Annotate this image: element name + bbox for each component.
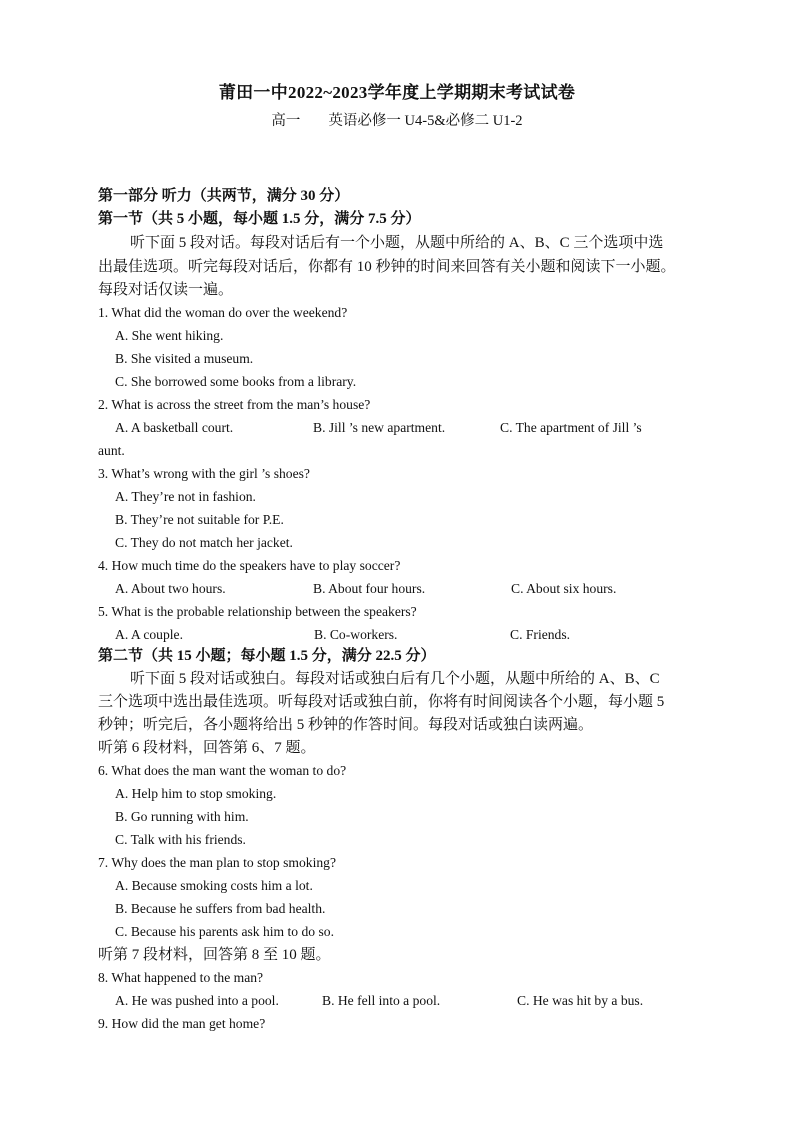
q8-option-b: B. He fell into a pool. xyxy=(322,993,441,1008)
question-9: 9. How did the man get home? xyxy=(98,1016,266,1031)
question-1: 1. What did the woman do over the weekend? xyxy=(98,305,348,320)
q4-option-a: A. About two hours. xyxy=(115,581,226,596)
q1-option-a: A. She went hiking. xyxy=(115,328,224,343)
part1-heading: 第一部分 听力（共两节，满分 30 分） xyxy=(98,188,350,204)
section1-heading: 第一节（共 5 小题，每小题 1.5 分，满分 7.5 分） xyxy=(98,211,421,227)
section1-instruction-2: 出最佳选项。听完每段对话后，你都有 10 秒钟的时间来回答有关小题和阅读下一小题。 xyxy=(98,259,676,275)
question-6: 6. What does the man want the woman to do? xyxy=(98,763,347,778)
grade-label: 高一 xyxy=(271,113,301,129)
q7-option-a: A. Because smoking costs him a lot. xyxy=(115,878,313,893)
q5-option-c: C. Friends. xyxy=(510,627,571,642)
q3-option-c: C. They do not match her jacket. xyxy=(115,535,293,550)
q5-option-b: B. Co-workers. xyxy=(314,627,398,642)
q4-option-c: C. About six hours. xyxy=(511,581,617,596)
q8-option-a: A. He was pushed into a pool. xyxy=(115,993,279,1008)
subject-label: 英语必修一 U4-5&必修二 U1-2 xyxy=(328,113,523,129)
q6-option-c: C. Talk with his friends. xyxy=(115,832,246,847)
exam-title: 莆田一中2022~2023学年度上学期期末考试试卷 xyxy=(218,83,576,102)
q2-option-c: C. The apartment of Jill ’s xyxy=(500,420,642,435)
question-8: 8. What happened to the man? xyxy=(98,970,264,985)
q2-option-b: B. Jill ’s new apartment. xyxy=(313,420,446,435)
section1-instruction-3: 每段对话仅读一遍。 xyxy=(98,282,234,298)
q7-option-c: C. Because his parents ask him to do so. xyxy=(115,924,334,939)
q2-option-a: A. A basketball court. xyxy=(115,420,234,435)
q4-option-b: B. About four hours. xyxy=(313,581,426,596)
material-7-note: 听第 7 段材料，回答第 8 至 10 题。 xyxy=(98,947,331,963)
q6-option-a: A. Help him to stop smoking. xyxy=(115,786,277,801)
question-2: 2. What is across the street from the man’s house? xyxy=(98,397,371,412)
q1-option-b: B. She visited a museum. xyxy=(115,351,254,366)
q3-option-b: B. They’re not suitable for P.E. xyxy=(115,512,284,527)
question-7: 7. Why does the man plan to stop smoking? xyxy=(98,855,336,870)
q1-option-c: C. She borrowed some books from a library. xyxy=(115,374,357,389)
q2-option-c-wrap: aunt. xyxy=(98,443,125,458)
q5-option-a: A. A couple. xyxy=(115,627,183,642)
exam-subtitle xyxy=(0,109,794,130)
question-4: 4. How much time do the speakers have to play soccer? xyxy=(98,558,401,573)
section2-instruction-1: 听下面 5 段对话或独白。每段对话或独白后有几个小题，从题中所给的 A、B、C xyxy=(130,671,660,687)
q8-option-c: C. He was hit by a bus. xyxy=(517,993,644,1008)
section2-heading: 第二节（共 15 小题；每小题 1.5 分，满分 22.5 分） xyxy=(98,648,436,664)
section1-instruction-1: 听下面 5 段对话。每段对话后有一个小题，从题中所给的 A、B、C 三个选项中选 xyxy=(130,235,664,251)
q3-option-a: A. They’re not in fashion. xyxy=(115,489,256,504)
q6-option-b: B. Go running with him. xyxy=(115,809,249,824)
section2-instruction-2: 三个选项中选出最佳选项。听每段对话或独白前，你将有时间阅读各个小题，每小题 5 xyxy=(98,694,665,710)
material-6-note: 听第 6 段材料，回答第 6、7 题。 xyxy=(98,740,316,756)
q7-option-b: B. Because he suffers from bad health. xyxy=(115,901,326,916)
section2-instruction-3: 秒钟；听完后，各小题将给出 5 秒钟的作答时间。每段对话或独白读两遍。 xyxy=(98,717,594,733)
question-5: 5. What is the probable relationship between the speakers? xyxy=(98,604,417,619)
question-3: 3. What’s wrong with the girl ’s shoes? xyxy=(98,466,310,481)
